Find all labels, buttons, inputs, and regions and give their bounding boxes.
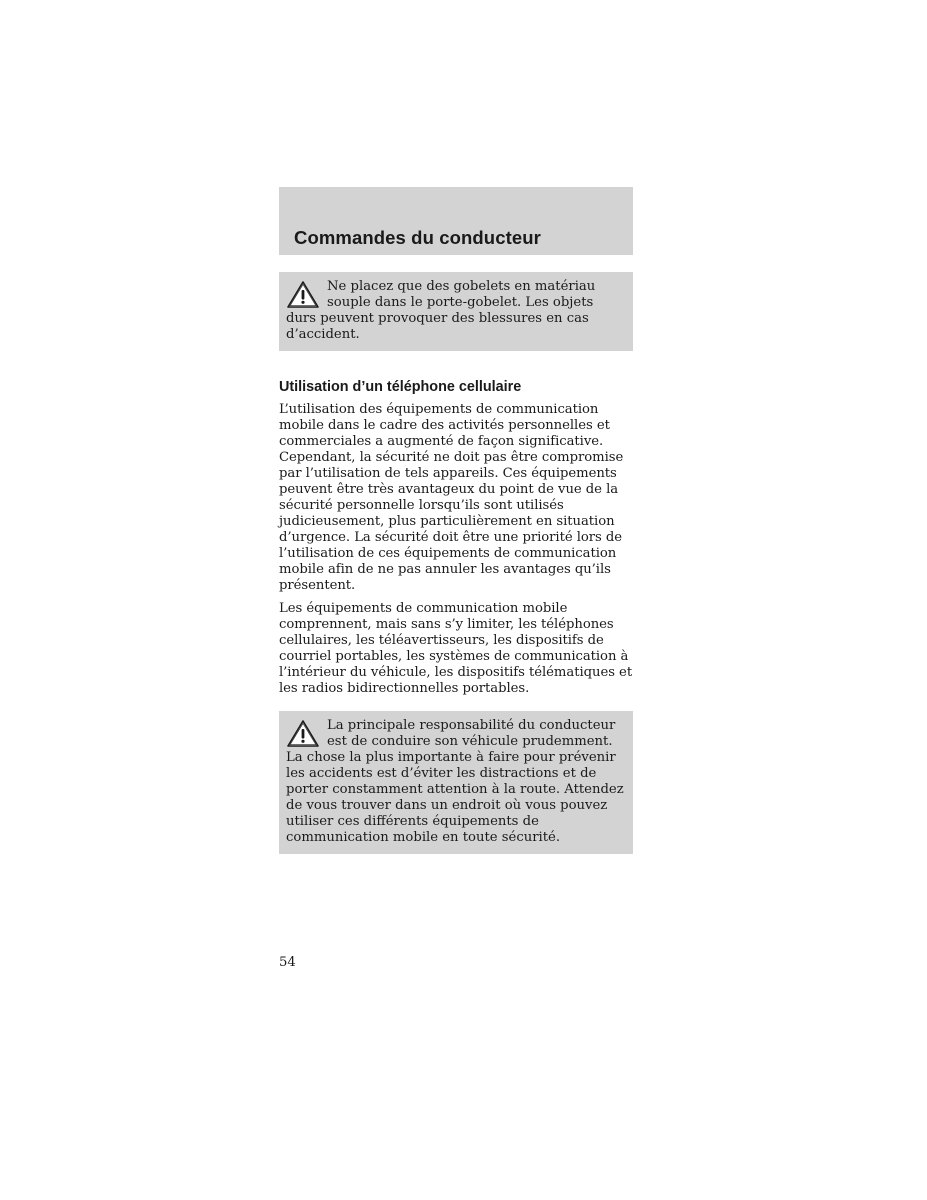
warning-box-cupholder — [279, 272, 633, 351]
paragraph-2: Les équipements de communication mobile comprennent, mais sans s’y limiter, les téléphones cellulaires, les téléavertisseurs, les dispositifs de courriel portables, les systèmes de communication à l’intérieur du véhicule, les dispositifs télématiques et les radios bidirectionnelles portables. — [279, 601, 633, 696]
section-header — [279, 187, 633, 255]
subheading-cellphone: Utilisation d’un téléphone cellulaire — [279, 379, 522, 395]
page-content — [279, 187, 633, 854]
warning-triangle-icon — [285, 718, 321, 748]
warning-text: Ne placez que des gobelets en matériau souple dans le porte-gobelet. Les objets durs peuvent provoquer des blessures en cas d’accident. — [286, 279, 596, 342]
paragraph-1: L’utilisation des équipements de communication mobile dans le cadre des activités personnelles et commerciales a augmenté de façon significative. Cependant, la sécurité ne doit pas être compromise par l’utilisation de tels appareils. Ces équipements peuvent être très avantageux du point de vue de la sécurité personnelle lorsqu’ils sont utilisés judicieusement, plus particulièrement en situation d’urgence. La sécurité doit être une priorité lors de l’utilisation de ces équipements de communication mobile afin de ne pas annuler les avantages qu’ils présentent. — [279, 402, 624, 593]
page-title: Commandes du conducteur — [294, 227, 541, 248]
warning-text: La principale responsabilité du conducteur est de conduire son véhicule prudemment. La chose la plus importante à faire pour prévenir les accidents est d’éviter les distractions et de porter constamment attention à la route. Attendez de vous trouver dans un endroit où vous pouvez utiliser ces différents équipements de communication mobile en toute sécurité. — [286, 718, 624, 845]
warning-triangle-icon — [285, 279, 321, 309]
page-number: 54 — [279, 955, 296, 970]
warning-box-driving — [279, 711, 633, 854]
